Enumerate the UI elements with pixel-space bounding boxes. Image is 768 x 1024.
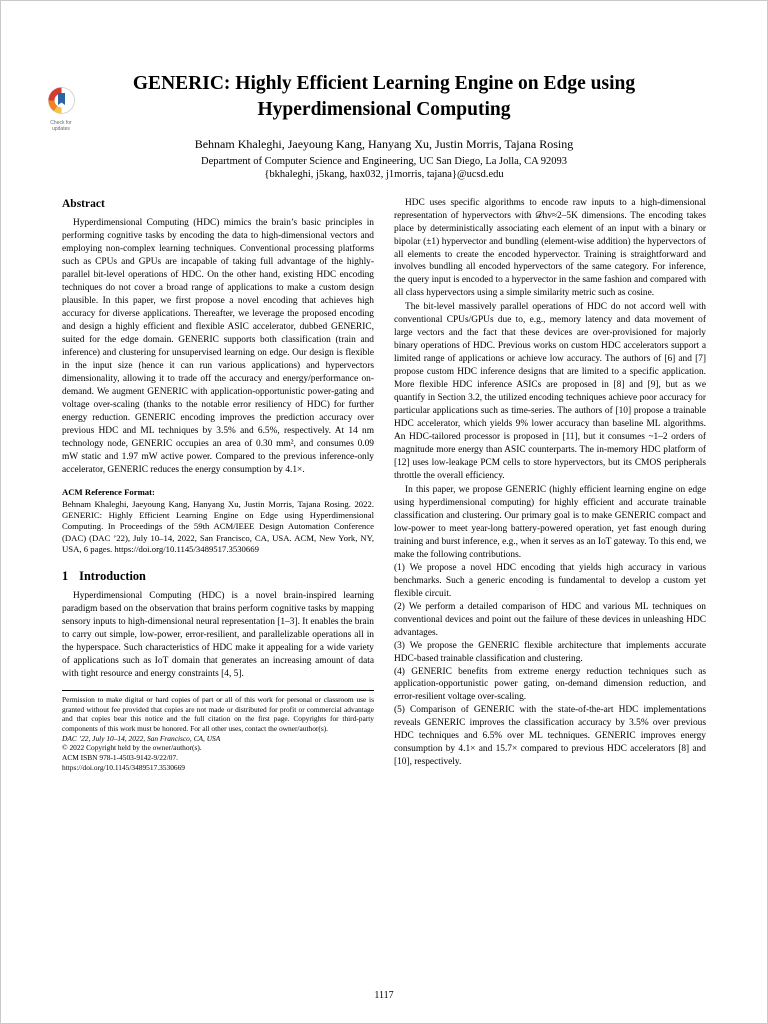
check-for-updates-label: Check for updates bbox=[50, 120, 72, 132]
right-column bbox=[394, 197, 706, 770]
introduction-heading bbox=[62, 568, 374, 585]
section-title: Introduction bbox=[79, 569, 146, 584]
isbn-line: ACM ISBN 978-1-4503-9142-9/22/07. bbox=[62, 752, 178, 762]
authors-line: Behnam Khaleghi, Jaeyoung Kang, Hanyang Xu, Justin Morris, Tajana Rosing bbox=[194, 136, 574, 151]
check-for-updates-badge[interactable] bbox=[43, 87, 79, 132]
permission-note: Permission to make digital or hard copies of part or all of this work for personal or classroom use is granted without fee provided that copies are not made or distributed for profit or commercial advantage and that copies bear this notice and the full citation on the first page. Copyrights for third-party components of this work must be honored. For all other uses, contact the owner/author(s). bbox=[62, 695, 374, 734]
paper-columns bbox=[62, 197, 706, 773]
copyright-line: © 2022 Copyright held by the owner/author(s). bbox=[62, 743, 202, 753]
copyright-footnote bbox=[62, 690, 374, 772]
paragraph-hdc-encoding: HDC uses specific algorithms to encode raw inputs to a high-dimensional representation of hypervectors with 𝒟hv≈2–5K dimensions. The encoding takes place by deterministically associating each element of an input with a binary or bipolar (±1) hypervector and bundling (element-wise addition) the hypervectors of all elements to create the encoded hypervector. Training is straightforward and involves bundling all encoded hypervectors of the same category. For inference, the query input is encoded to a hypervector in the same fashion and compared with all class hypervectors using a simple similarity metric such as cosine. bbox=[394, 197, 706, 299]
doi-link[interactable]: https://doi.org/10.1145/3489517.3530669 bbox=[62, 762, 185, 772]
introduction-text: Hyperdimensional Computing (HDC) is a novel brain-inspired learning paradigm based on the observation that brains perform cognitive tasks by mapping sensory inputs to high-dimensional neural representation [1–3]. It enables the brain to carry out simple, low-power, error-resilient, and parallelizable operations all in the hyperspace. Such characteristics of HDC make it appealing for a wide variety of applications such as IoT domain that generates an increasing amount of data with tight resource and energy constraints [4, 5]. bbox=[62, 591, 374, 680]
contribution-item-5: (5) Comparison of GENERIC with the state-of-the-art HDC implementations reveals GENERIC improves the classification accuracy by 3.5% over previous HDC techniques and 6.5% over ML techniques. GENERIC improves energy consumption by 4.1× and 15.7× compared to previous HDC accelerators [8] and [10], respectively. bbox=[394, 705, 706, 768]
conference-line: DAC ’22, July 10–14, 2022, San Francisco, CA, USA bbox=[62, 733, 221, 743]
page-number: 1117 bbox=[374, 990, 394, 1001]
check-for-updates-icon bbox=[48, 101, 75, 118]
page-title: GENERIC: Highly Efficient Learning Engine on Edge using Hyperdimensional Computing bbox=[132, 73, 636, 121]
abstract-heading: Abstract bbox=[62, 197, 105, 210]
email-line: {bkhaleghi, j5kang, hax032, j1morris, tajana}@ucsd.edu bbox=[264, 168, 504, 180]
contribution-item-1: (1) We propose a novel HDC encoding that yields high accuracy in various benchmarks. Such a generic encoding is fundamental to develop a custom yet flexible circuit. bbox=[394, 562, 706, 599]
acm-reference-heading: ACM Reference Format: bbox=[62, 486, 155, 497]
section-number: 1 bbox=[62, 569, 69, 584]
contribution-item-3: (3) We propose the GENERIC flexible architecture that implements accurate HDC-based trainable classification and clustering. bbox=[394, 640, 706, 664]
left-column bbox=[62, 197, 374, 773]
paragraph-proposal: In this paper, we propose GENERIC (highly efficient learning engine on edge using hyperdimensional computing) for highly efficient and accurate trainable classification and clustering. Our primary goal is to make GENERIC compact and low-power to meet year-long battery-powered operation, yet fast enough during training and burst inference, e.g., when it serves as an IoT gateway. To this end, we make the following contributions. bbox=[394, 484, 706, 560]
affiliation-line: Department of Computer Science and Engineering, UC San Diego, La Jolla, CA 92093 bbox=[201, 155, 567, 167]
contribution-item-4: (4) GENERIC benefits from extreme energy reduction techniques such as application-opportunistic power gating, on-demand dimension reduction, and error-resilient voltage over-scaling. bbox=[394, 666, 706, 703]
paragraph-bitlevel-ops: The bit-level massively parallel operations of HDC do not accord well with conventional CPUs/GPUs due to, e.g., memory latency and data movement of large vectors and the fact that these devices are over-provisioned for majorly binary operations of HDC. Previous works on custom HDC accelerators support a limited range of applications or achieve low accuracy. The authors of [6] and [7] propose custom HDC inference designs that are limited to a specific application. More flexible HDC inference ASICs are proposed in [8] and [9], but as we quantify in Section 3.2, the utilized encoding techniques achieve poor accuracy for particular applications such as time-series. The authors of [10] propose a trainable HDC accelerator, which yields 9% lower accuracy than baseline ML algorithms. An HDC-tailored processor is proposed in [11], but it consumes ~1–2 orders of magnitude more energy than ASIC counterparts. The in-memory HDC platform of [12] uses low-leakage PCM cells to store hypervectors, but its CMOS peripherals throttle the overall efficiency. bbox=[394, 302, 706, 481]
contribution-item-2: (2) We perform a detailed comparison of HDC and various ML techniques on conventional devices and point out the failure of these devices in unleashing HDC advantages. bbox=[394, 601, 706, 638]
acm-reference-text: Behnam Khaleghi, Jaeyoung Kang, Hanyang Xu, Justin Morris, Tajana Rosing. 2022. GENERIC: Highly Efficient Learning Engine on Edge using Hyperdimensional Computing. In Proceedings of the 59th ACM/IEEE Design Automation Conference (DAC) (DAC ’22), July 10–14, 2022, San Francisco, CA, USA. ACM, New York, NY, USA, 6 pages. https://doi.org/10.1145/3489517.3530669 bbox=[62, 498, 374, 555]
abstract-text: Hyperdimensional Computing (HDC) mimics the brain’s basic principles in performing cognitive tasks by encoding the data to high-dimensional vectors and employing non-complex learning techniques. Conventional processing platforms such as CPUs and GPUs are incapable of taking full advantage of the highly-parallel bit-level operations of HDC. On the other hand, existing HDC encoding techniques do not cover a broad range of applications to make a custom design plausible. In this paper, we first propose a novel encoding that achieves high accuracy for diverse applications. Thereafter, we leverage the proposed encoding and design a highly efficient and flexible ASIC accelerator, dubbed GENERIC, suited for the edge domain. GENERIC supports both classification (train and inference) and clustering for unsupervised learning on edge. Our design is flexible in the input size (hence it can run various applications) and hypervectors dimensionality, allowing it to trade off the accuracy and energy/performance on-demand. We augment GENERIC with application-opportunistic power-gating and voltage over-scaling (thanks to the notable error resiliency of HDC) for further energy reduction. GENERIC encoding improves the prediction accuracy over previous HDC and ML techniques by 3.5% and 6.5%, respectively. At 14 nm technology node, GENERIC occupies an area of 0.30 mm², and consumes 0.09 mW static and 1.97 mW active power. Compared to the previous inference-only accelerator, GENERIC reduces the energy consumption by 4.1×. bbox=[62, 218, 374, 475]
